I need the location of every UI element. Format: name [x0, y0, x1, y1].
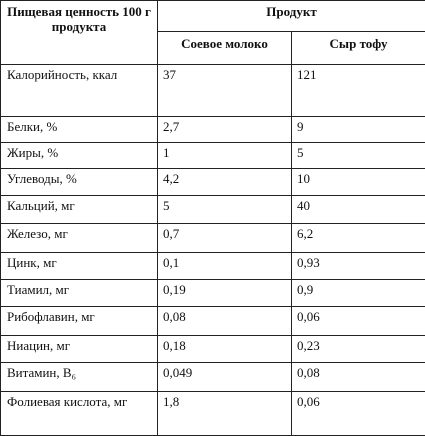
tofu-value: 0,06: [292, 307, 425, 335]
soy-milk-value: 37: [158, 65, 292, 117]
row-label: Фолиевая кислота, мг: [1, 391, 158, 435]
tofu-value: 121: [292, 65, 425, 117]
soy-milk-value: 0,049: [158, 363, 292, 391]
table-row: [1, 335, 425, 362]
soy-milk-value: 0,7: [158, 224, 292, 252]
tofu-value: 0,23: [292, 335, 425, 362]
row-label: Ниацин, мг: [1, 335, 158, 362]
tofu-value: 6,2: [292, 224, 425, 252]
soy-milk-value: 0,19: [158, 279, 292, 306]
row-label: Витамин, B₆: [1, 363, 158, 391]
row-label: Железо, мг: [1, 224, 158, 252]
table-row: [1, 363, 425, 391]
table-row: [1, 252, 425, 279]
tofu-value: 5: [292, 142, 425, 168]
table-row: [1, 195, 425, 223]
table-row: [1, 224, 425, 252]
tofu-value: 0,08: [292, 363, 425, 391]
soy-milk-value: 0,18: [158, 335, 292, 362]
table-row: [1, 142, 425, 168]
tofu-value: 9: [292, 116, 425, 142]
soy-milk-value: 4,2: [158, 169, 292, 195]
row-label: Белки, %: [1, 116, 158, 142]
soy-milk-value: 5: [158, 195, 292, 223]
soy-milk-value: 1: [158, 142, 292, 168]
soy-milk-value: 1,8: [158, 391, 292, 435]
row-label: Цинк, мг: [1, 252, 158, 279]
table-row: [1, 391, 425, 435]
row-label: Кальций, мг: [1, 195, 158, 223]
row-label: Жиры, %: [1, 142, 158, 168]
tofu-value: 0,06: [292, 391, 425, 435]
header-nutrition-value: Пищевая ценность 100 г продукта: [1, 1, 158, 65]
header-soy-milk: Соевое молоко: [158, 32, 292, 65]
tofu-value: 10: [292, 169, 425, 195]
table-row: [1, 279, 425, 306]
table-row: [1, 169, 425, 195]
row-label: Калорийность, ккал: [1, 65, 158, 117]
row-label: Углеводы, %: [1, 169, 158, 195]
row-label: Тиамил, мг: [1, 279, 158, 306]
table-row: [1, 307, 425, 335]
table-row: [1, 65, 425, 117]
tofu-value: 40: [292, 195, 425, 223]
soy-milk-value: 0,08: [158, 307, 292, 335]
soy-milk-value: 2,7: [158, 116, 292, 142]
table-row: [1, 116, 425, 142]
soy-milk-value: 0,1: [158, 252, 292, 279]
tofu-value: 0,93: [292, 252, 425, 279]
tofu-value: 0,9: [292, 279, 425, 306]
header-product-group: Продукт: [158, 1, 425, 32]
header-tofu: Сыр тофу: [292, 32, 425, 65]
row-label: Рибофлавин, мг: [1, 307, 158, 335]
